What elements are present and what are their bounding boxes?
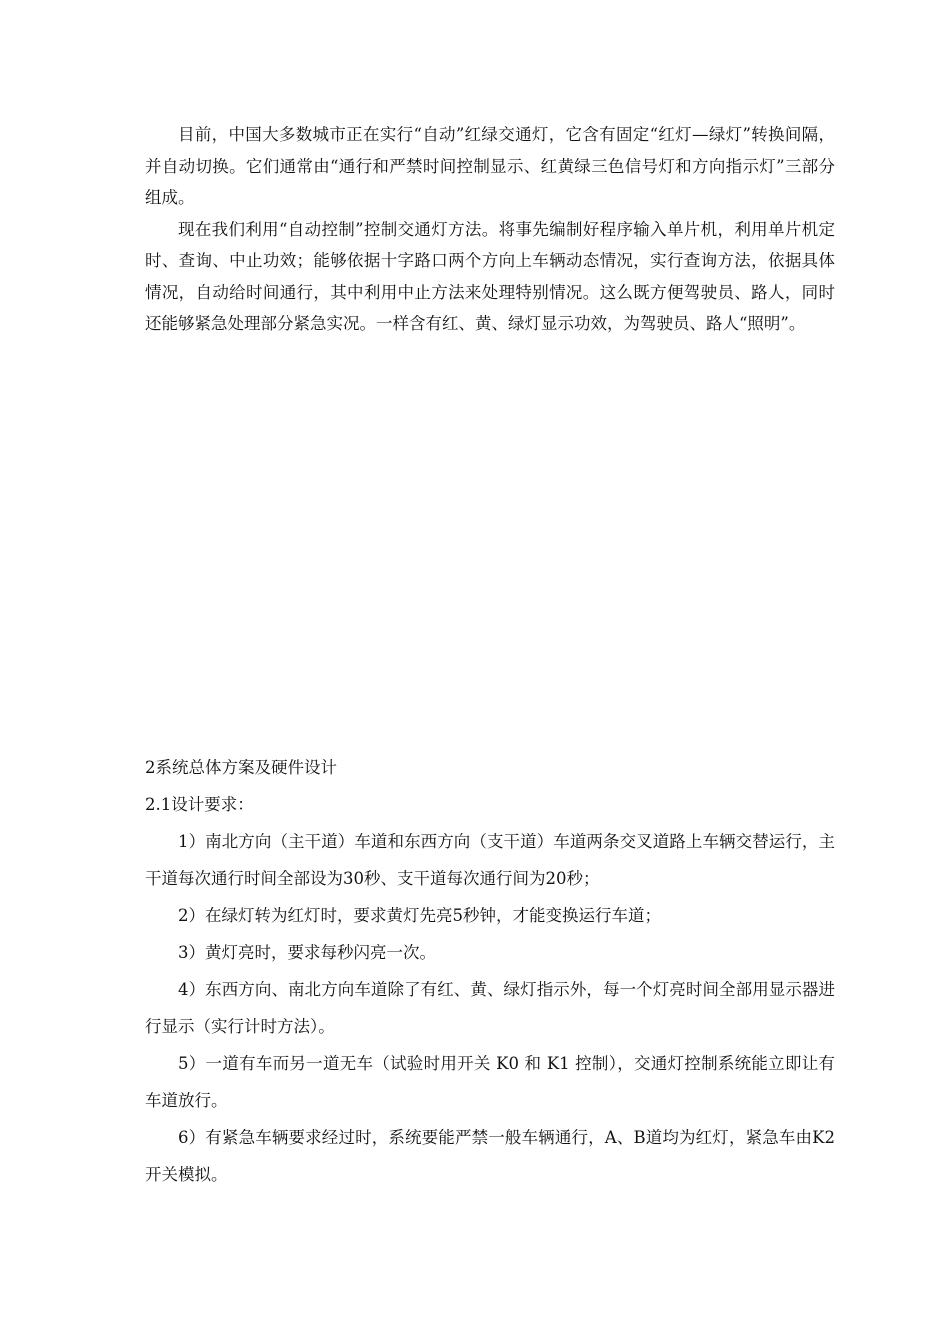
requirement-item: 6）有紧急车辆要求经过时，系统要能严禁一般车辆通行，A、B道均为红灯，紧急车由K2 开关模拟。 <box>145 1128 835 1184</box>
intro-paragraph: 目前，中国大多数城市正在实行“自动”红绿交通灯，它含有固定“红灯—绿灯”转换间隔，并自动切换。它们通常由“通行和严禁时间控制显示、红黄绿三色信号灯和方向指示灯”三部分组成。 <box>145 125 835 207</box>
intro-text <box>145 119 835 340</box>
requirement-item: 2）在绿灯转为红灯时，要求黄灯先亮5秒钟，才能变换运行车道； <box>178 906 661 925</box>
requirement-item: 1）南北方向（主干道）车道和东西方向（支干道）车道两条交叉道路上车辆交替运行，主干道每次通行时间全部设为30秒、支干道每次通行间为20秒； <box>145 832 835 888</box>
intro-paragraph: 现在我们利用“自动控制”控制交通灯方法。将事先编制好程序输入单片机，利用单片机定时、查询、中止功效；能够依据十字路口两个方向上车辆动态情况，实行查询方法，依据具体情况，自动给时间通行，其中利用中止方法来处理特别情况。这么既方便驾驶员、路人，同时还能够紧急处理部分紧急实况。一样含有红、黄、绿灯显示功效，为驾驶员、路人“照明”。 <box>145 219 835 333</box>
design-section <box>145 749 835 1193</box>
section-heading: 2系统总体方案及硬件设计 <box>145 758 337 777</box>
requirement-item: 3）黄灯亮时，要求每秒闪亮一次。 <box>178 943 436 962</box>
section-subheading: 2.1设计要求： <box>145 795 254 814</box>
requirement-item: 4）东西方向、南北方向车道除了有红、黄、绿灯指示外，每一个灯亮时间全部用显示器进行显示（实行计时方法）。 <box>145 980 835 1036</box>
requirement-item: 5）一道有车而另一道无车（试验时用开关 K0 和 K1 控制），交通灯控制系统能立即让有车道放行。 <box>145 1054 835 1110</box>
